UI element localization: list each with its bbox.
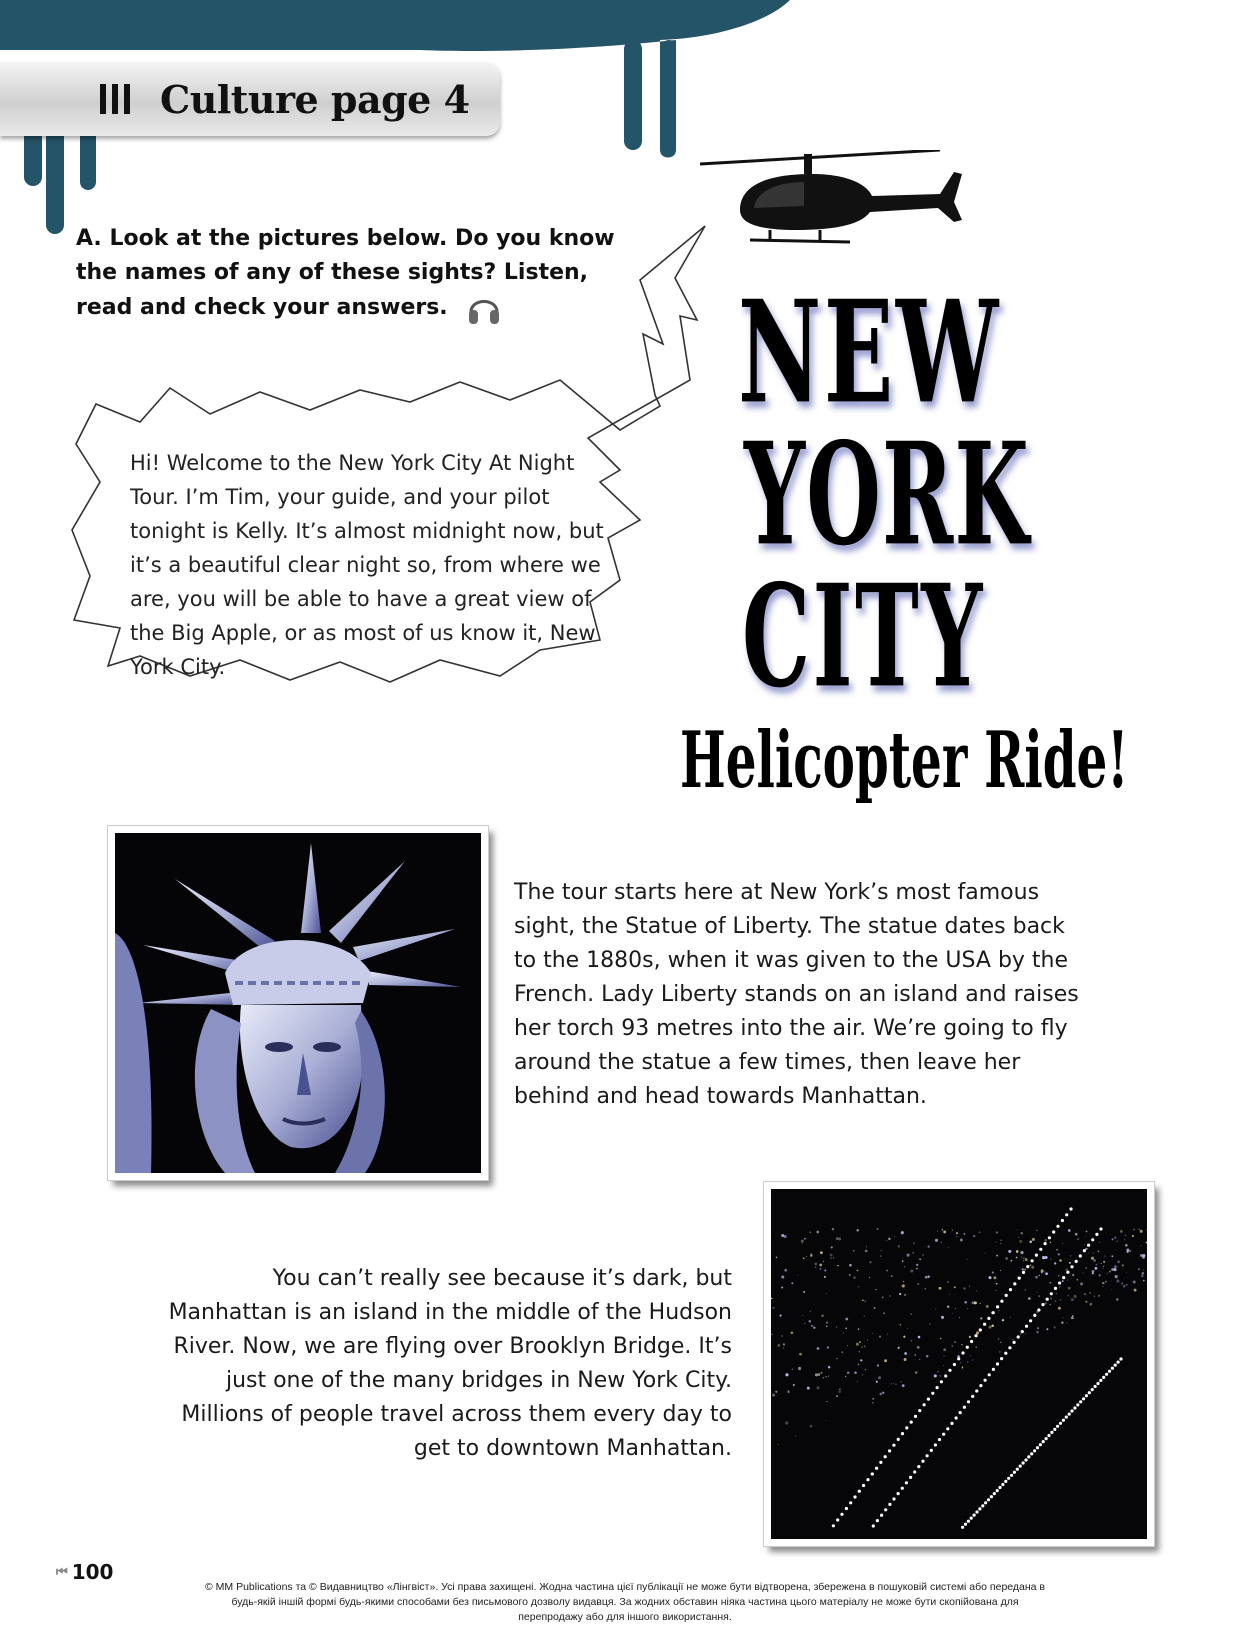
title-line-york: YORK (744, 410, 1031, 577)
brooklyn-bridge-photo (764, 1182, 1154, 1546)
instructions-text: A. Look at the pictures below. Do you know the names of any of these sights? Listen, read and check your answers. (76, 226, 615, 320)
speech-bubble-text: Hi! Welcome to the New York City At Night Tour. I’m Tim, your guide, and your pilot tonight is Kelly. It’s almost midnight now, but it’s a beautiful clear night so, from where we are, you will be able to have a great view of the Big Apple, or as most of us know it, New York City. (130, 451, 604, 679)
page-title: Culture page 4 (160, 76, 470, 122)
statue-of-liberty-photo (108, 826, 488, 1180)
tab-bars-icon (100, 84, 130, 114)
copyright-notice: © MM Publications та © Видавництво «Лінгвіст». Усі права захищені. Жодна частина цієї публікації не може бути відтворена, збережена в пошуковій системі або передана в будь-якій іншій формі будь-якими способами без письмового дозволу видавця. За жодних обставин ніяка частина цього матеріалу не може бути скопійована для перепродажу або для іншого використання. (205, 1581, 1045, 1623)
paragraph-manhattan: You can’t really see because it’s dark, but Manhattan is an island in the middle of the Hudson River. Now, we are flying over Brooklyn Bridge. It’s just one of the many bridges in New York City. Millions of people travel across them every day to get to downtown Manhattan. (168, 1266, 732, 1461)
title-line-new: NEW (738, 268, 1001, 435)
back-arrow-icon[interactable]: ⏮ (56, 1564, 68, 1580)
page-number-value: 100 (71, 1560, 114, 1584)
helicopter-icon (700, 150, 990, 250)
title-line-city: CITY (742, 552, 985, 719)
title-subtitle: Helicopter Ride! (680, 715, 1129, 806)
section-tab (0, 62, 500, 136)
page-number (56, 1560, 113, 1584)
paragraph-statue-of-liberty: The tour starts here at New York’s most famous sight, the Statue of Liberty. The statue dates back to the 1880s, when it was given to the USA by the French. Lady Liberty stands on an island and raises her torch 93 metres into the air. We’re going to fly around the statue a few times, then leave her behind and head towards Manhattan. (514, 880, 1079, 1109)
